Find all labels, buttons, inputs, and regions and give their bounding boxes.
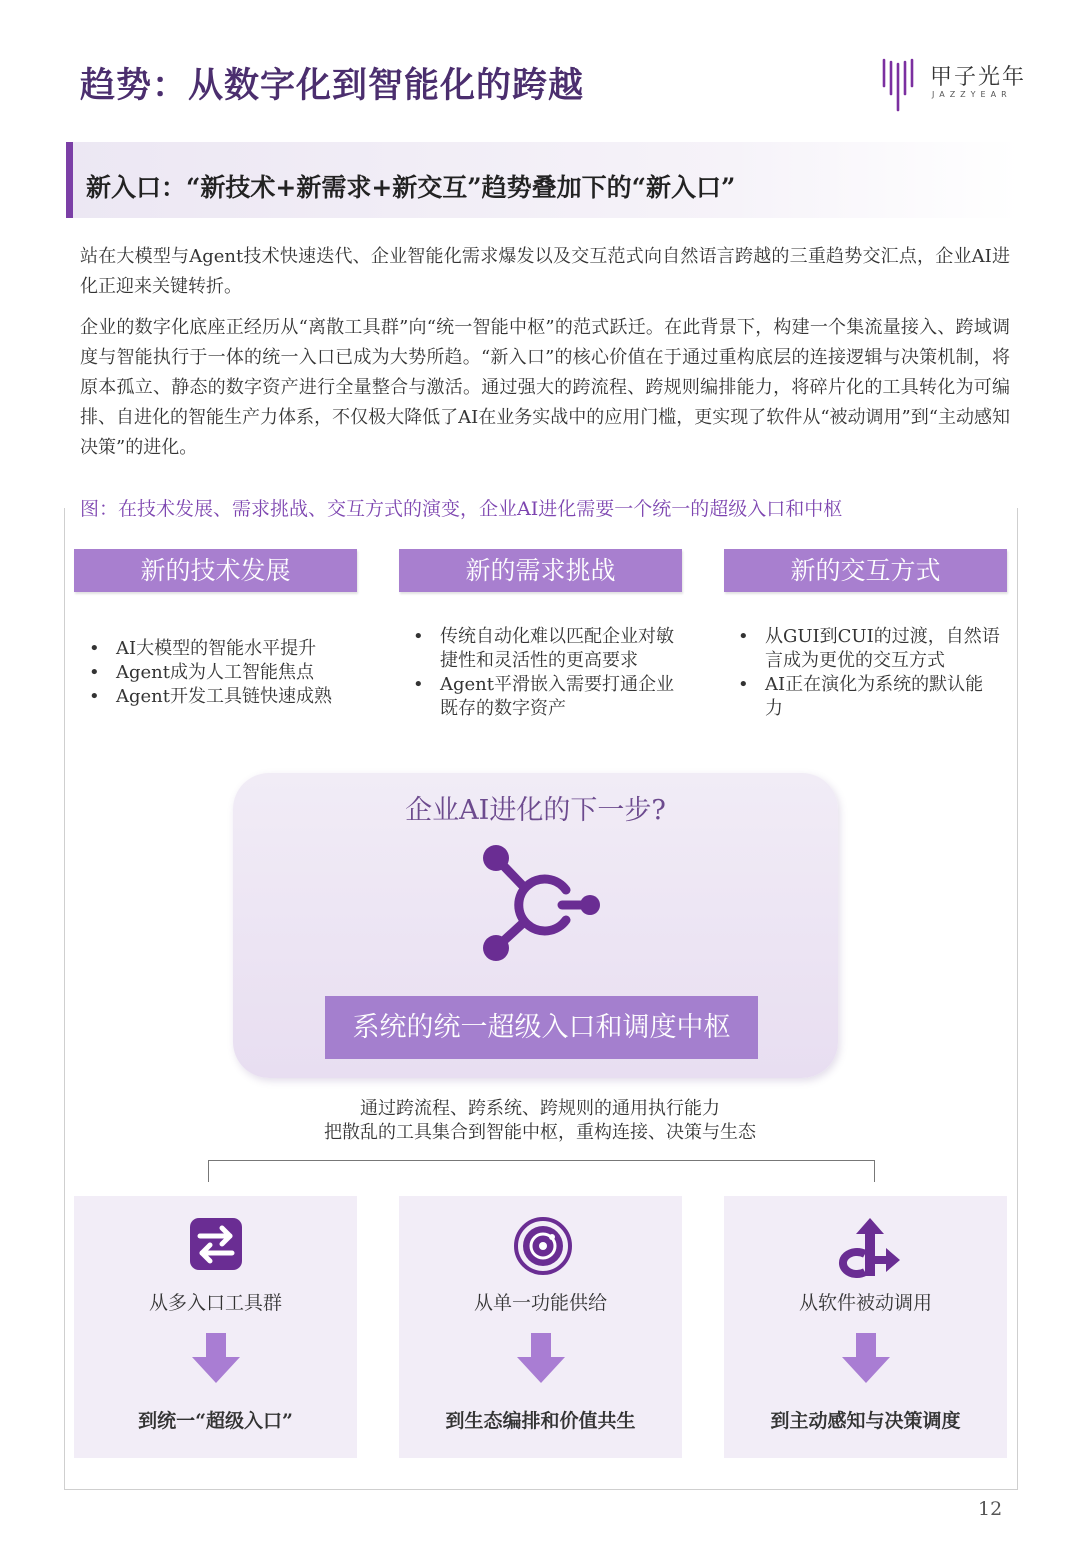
card-to-text: 到主动感知与决策调度 xyxy=(770,1410,961,1432)
list-item: • AI正在演化为系统的默认能力 xyxy=(738,673,1000,721)
description-line: 通过跨流程、跨系统、跨规则的通用执行能力 xyxy=(360,1098,720,1119)
split-arrows-icon xyxy=(838,1216,902,1280)
bracket-divider xyxy=(208,1160,875,1182)
orbit-icon xyxy=(513,1216,573,1276)
center-banner: 系统的统一超级入口和调度中枢 xyxy=(325,996,758,1059)
page-number: 12 xyxy=(978,1498,1003,1520)
transition-card-ecosystem xyxy=(399,1196,682,1458)
down-arrow-icon xyxy=(841,1333,891,1385)
description-line: 把散乱的工具集合到智能中枢，重构连接、决策与生态 xyxy=(324,1122,756,1143)
body-paragraph: 企业的数字化底座正经历从“离散工具群”向“统一智能中枢”的范式跃迁。在此背景下，构建一个集流量接入、跨域调度与智能执行于一体的统一入口已成为大势所趋。“新入口”的核心价值在于通过重构底层的连接逻辑与决策机制，将原本孤立、静态的数字资产进行全量整合与激活。通过强大的跨流程、跨规则编排能力，将碎片化的工具转化为可编排、自进化的智能生产力体系，不仅极大降低了AI在业务实战中的应用门槛，更实现了软件从“被动调用”到“主动感知决策”的进化。 xyxy=(80,317,1010,458)
list-item: • Agent平滑嵌入需要打通企业既存的数字资产 xyxy=(413,673,675,721)
transition-card-decision xyxy=(724,1196,1007,1458)
hub-connect-icon xyxy=(470,840,610,970)
column-header-interaction: 新的交互方式 xyxy=(724,549,1007,592)
list-item: • AI大模型的智能水平提升 xyxy=(89,637,372,661)
list-item: • Agent成为人工智能焦点 xyxy=(89,661,372,685)
center-question: 企业AI进化的下一步? xyxy=(405,795,666,826)
logo-text-cn: 甲子光年 xyxy=(930,65,1027,90)
column-list-interaction xyxy=(738,625,1000,785)
card-to-text: 到生态编排和价值共生 xyxy=(445,1410,636,1432)
card-from-text: 从单一功能供给 xyxy=(473,1292,607,1314)
list-item: • 从GUI到CUI的过渡，自然语言成为更优的交互方式 xyxy=(738,625,1000,673)
card-to-text: 到统一“超级入口” xyxy=(138,1410,293,1432)
down-arrow-icon xyxy=(516,1333,566,1385)
down-arrow-icon xyxy=(191,1333,241,1385)
logo xyxy=(880,54,1030,114)
transition-card-entry xyxy=(74,1196,357,1458)
swap-arrows-icon xyxy=(188,1216,244,1272)
intro-paragraph: 站在大模型与Agent技术快速迭代、企业智能化需求爆发以及交互范式向自然语言跨越的三重趋势交汇点，企业AI进化正迎来关键转折。 xyxy=(80,246,1010,297)
card-from-text: 从软件被动调用 xyxy=(798,1292,932,1314)
section-title: 新入口：“新技术+新需求+新交互”趋势叠加下的“新入口” xyxy=(86,173,736,202)
card-from-text: 从多入口工具群 xyxy=(148,1292,282,1314)
column-list-demand xyxy=(413,625,675,785)
logo-mark-icon xyxy=(880,56,920,114)
list-item: • Agent开发工具链快速成熟 xyxy=(89,685,372,709)
section-accent-stripe xyxy=(66,142,73,218)
figure-caption: 图：在技术发展、需求挑战、交互方式的演变，企业AI进化需要一个统一的超级入口和中枢 xyxy=(80,494,860,521)
page-title: 趋势：从数字化到智能化的跨越 xyxy=(80,66,585,106)
logo-text-en: JAZZYEAR xyxy=(932,90,1012,99)
column-header-demand: 新的需求挑战 xyxy=(399,549,682,592)
list-item: • 传统自动化难以匹配企业对敏捷性和灵活性的更高要求 xyxy=(413,625,675,673)
column-header-tech: 新的技术发展 xyxy=(74,549,357,592)
